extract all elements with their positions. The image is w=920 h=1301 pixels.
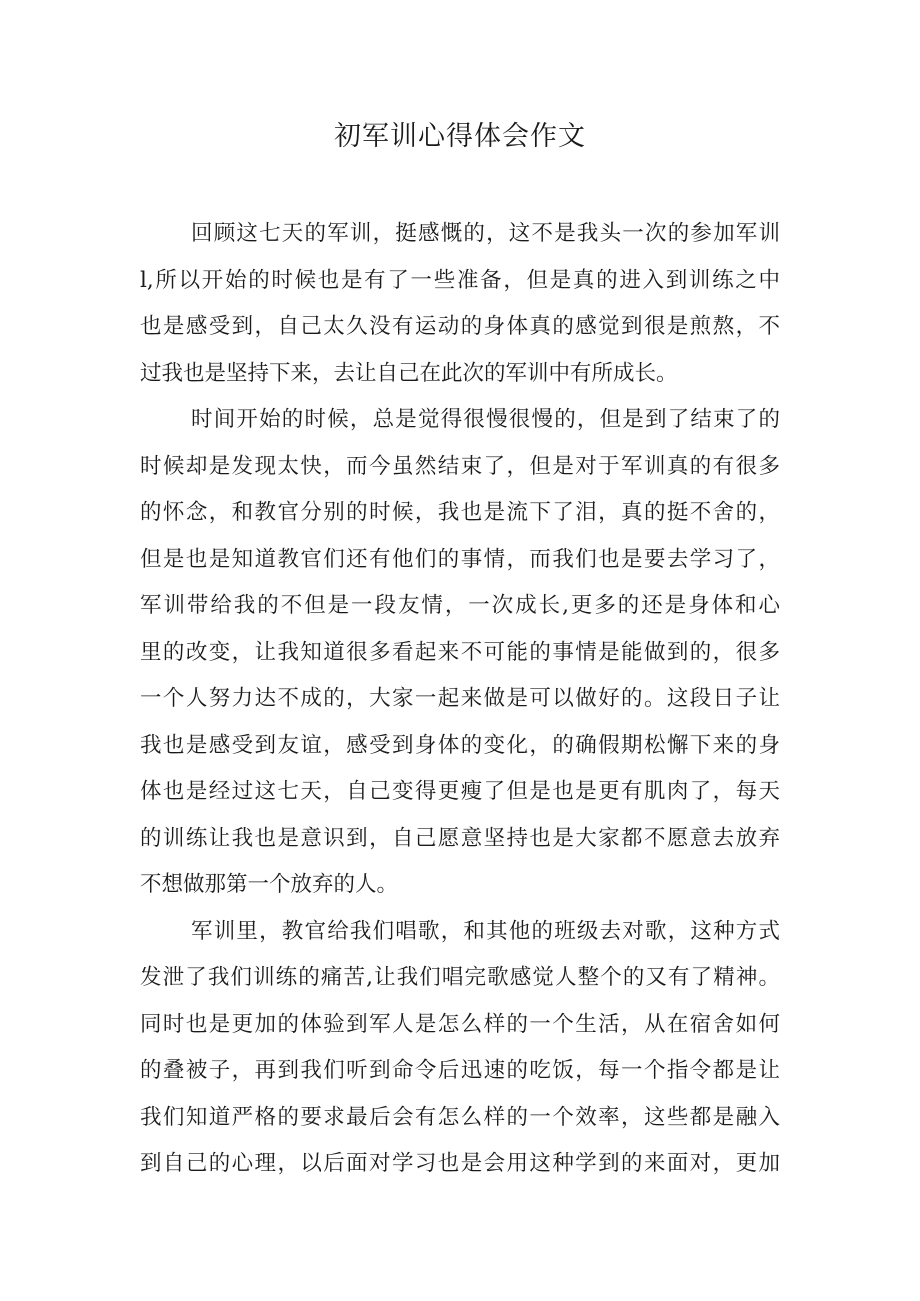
paragraph-2-line-4: 但是也是知道教官们还有他们的事情，而我们也是要去学习了，	[140, 546, 780, 572]
paragraph-2-line-7: 一个人努力达不成的，大家一起来做是可以做好的。这段日子让	[140, 686, 780, 711]
paragraph-2-line-6: 里的改变，让我知道很多看起来不可能的事情是能做到的，很多	[140, 639, 780, 665]
paragraph-3-line-4: 的叠被子，再到我们听到命令后迅速的吃饭，每一个指令都是让	[140, 1058, 780, 1083]
paragraph-2-line-11: 不想做那第一个放弃的人。	[140, 872, 399, 897]
paragraph-3-line-6: 到自己的心理，以后面对学习也是会用这种学到的来面对，更加	[140, 1151, 780, 1176]
paragraph-2-line-10: 的训练让我也是意识到，自己愿意坚持也是大家都不愿意去放弃	[140, 825, 780, 851]
paragraph-2-line-1: 时间开始的时候，总是觉得很慢很慢的，但是到了结束了的	[191, 407, 780, 432]
document-title: 初军训心得体会作文	[334, 121, 586, 152]
document-body	[140, 211, 780, 1188]
paragraph-1-line-4: 过我也是坚持下来，去让自己在此次的军训中有所成长。	[140, 360, 678, 386]
paragraph-3-line-3: 同时也是更加的体验到军人是怎么样的一个生活，从在宿舍如何	[140, 1011, 780, 1037]
paragraph-2-line-8: 我也是感受到友谊，感受到身体的变化，的确假期松懈下来的身	[140, 732, 780, 758]
paragraph-2-line-5: 军训带给我的不但是一段友情，一次成长,更多的还是身体和心	[140, 593, 780, 618]
paragraph-1-line-3: 也是感受到，自己太久没有运动的身体真的感觉到很是煎熬，不	[140, 314, 780, 339]
paragraph-1-line-1: 回顾这七天的军训，挺感慨的，这不是我头一次的参加军训	[191, 221, 780, 246]
paragraph-3-line-5: 我们知道严格的要求最后会有怎么样的一个效率，这些都是融入	[140, 1104, 780, 1130]
paragraph-2-line-3: 的怀念，和教官分别的时候，我也是流下了泪，真的挺不舍的，	[140, 500, 780, 525]
paragraph-3-line-2: 发泄了我们训练的痛苦,让我们唱完歌感觉人整个的又有了精神。	[140, 965, 780, 990]
paragraph-1-line-2: l,所以开始的时候也是有了一些准备，但是真的进入到训练之中	[140, 267, 780, 293]
paragraph-2-line-2: 时候却是发现太快，而今虽然结束了，但是对于军训真的有很多	[140, 453, 780, 479]
paragraph-3-line-1: 军训里，教官给我们唱歌，和其他的班级去对歌，这种方式	[191, 918, 780, 944]
paragraph-2-line-9: 体也是经过这七天，自己变得更瘦了但是也是更有肌肉了，每天	[140, 779, 780, 804]
